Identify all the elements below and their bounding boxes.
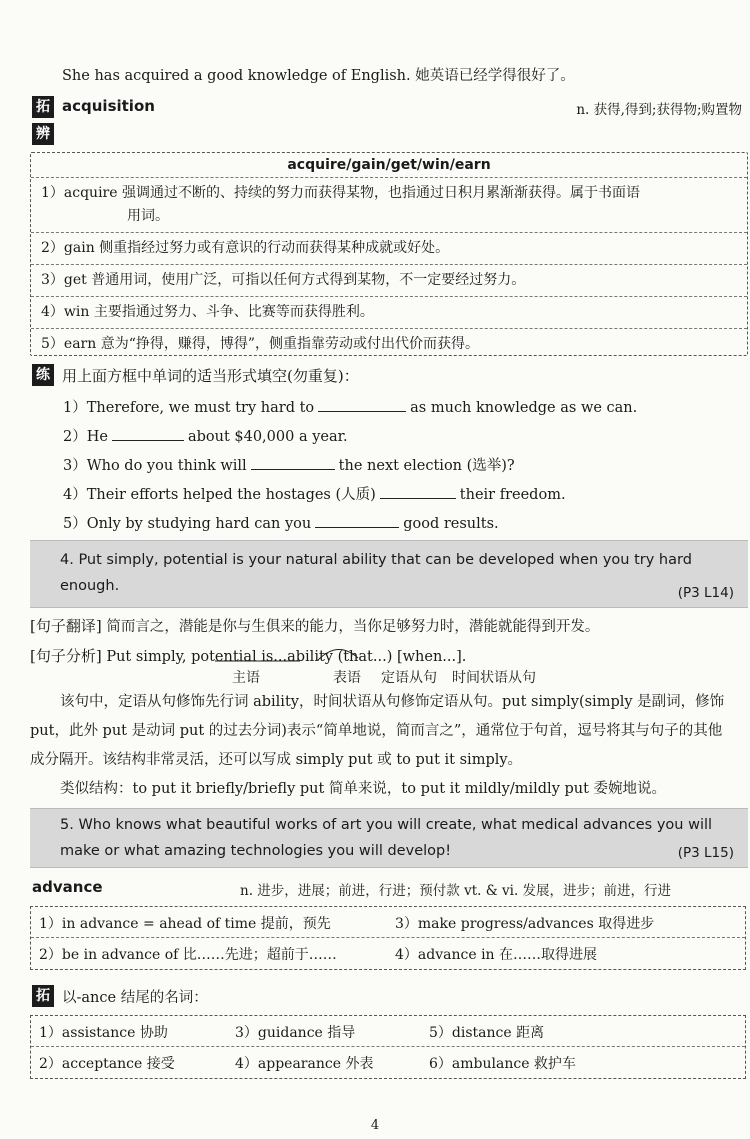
label-attributive-clause: 定语从句 (381, 670, 437, 686)
translation-text: 简而言之，潜能是你与生俱来的能力，当你足够努力时，潜能就能得到开发。 (106, 619, 600, 635)
advance-table (30, 906, 746, 970)
sentence-5-line1: 5. Who knows what beautiful works of art you will create, what medical advances you will (60, 817, 713, 833)
page-number: 4 (370, 1118, 380, 1133)
analysis-paragraph: 该句中，定语从句修饰先行词 ability，时间状语从句修饰定语从句。put simply(simply 是副词，修饰 put，此外 put 是动词 put 的过去分词)表示“简单地说，简而言之”，通常位于句首，逗号将其与句子的其他成分隔开。该结构非常灵活，还可以写成 simply put 或 to put it simply。 (30, 694, 725, 768)
practice-pre: 3）Who do you think will (63, 458, 247, 474)
advance-word: advance (32, 878, 103, 896)
compare-item: 5）earn 意为“挣得，赚得，博得”，侧重指靠劳动或付出代价而获得。 (41, 336, 480, 352)
practice-pre: 2）He (63, 429, 108, 445)
advance-phrase: 1）in advance = ahead of time 提前，预先 (39, 916, 331, 932)
practice-pre: 5）Only by studying hard can you (63, 516, 312, 532)
advance-phrase: 2）be in advance of 比……先进；超前于…… (39, 947, 337, 963)
analysis-paragraph-2: 类似结构：to put it briefly/briefly put 简单来说，to put it mildly/mildly put 委婉地说。 (60, 781, 667, 797)
extend-tag-2: 拓 (32, 985, 54, 1007)
sentence-5-ref: (P3 L15) (677, 845, 734, 861)
sentence-5-line2: make or what amazing technologies you will develop! (60, 843, 452, 859)
sentence-4-ref: (P3 L14) (677, 585, 734, 601)
practice-post: their freedom. (459, 487, 566, 503)
acquisition-definition: n. 获得,得到;获得物;购置物 (576, 102, 742, 118)
example-sentence: She has acquired a good knowledge of English. 她英语已经学得很好了。 (62, 68, 575, 84)
extend-tag: 拓 (32, 96, 54, 118)
advance-phrase: 4）advance in 在……取得进展 (395, 947, 598, 963)
sentence-5-box (30, 808, 748, 868)
advance-definition: n. 进步，进展；前进，行进；预付款 vt. & vi. 发展，进步；前进，行进 (240, 883, 672, 899)
translation-label: [句子翻译] (30, 617, 102, 635)
practice-post: the next election (选举)? (338, 458, 515, 474)
ance-noun: 5）distance 距离 (429, 1025, 545, 1041)
distinguish-tag: 辨 (32, 123, 54, 145)
ance-table (30, 1015, 746, 1079)
compare-item-cont: 用词。 (127, 208, 169, 224)
label-subject: 主语 (232, 670, 260, 686)
label-adverbial-clause: 时间状语从句 (452, 670, 536, 686)
label-predicative: 表语 (333, 670, 361, 686)
practice-post: about $40,000 a year. (187, 429, 348, 445)
ance-noun: 4）appearance 外表 (235, 1056, 374, 1072)
ance-heading: 以-ance 结尾的名词： (62, 990, 208, 1006)
advance-phrase: 3）make progress/advances 取得进步 (395, 916, 655, 932)
compare-box-title: acquire/gain/get/win/earn (287, 157, 491, 173)
sentence-4-text: 4. Put simply, potential is your natural ability that can be developed when you try hard enough. (60, 552, 692, 594)
compare-item: 3）get 普通用词，使用广泛，可指以任何方式得到某物，不一定要经过努力。 (41, 272, 526, 288)
compare-item: 2）gain 侧重指经过努力或有意识的行动而获得某种成就或好处。 (41, 240, 450, 256)
practice-post: as much knowledge as we can. (410, 400, 638, 416)
ance-noun: 1）assistance 协助 (39, 1025, 168, 1041)
compare-item: 4）win 主要指通过努力、斗争、比赛等而获得胜利。 (41, 304, 374, 320)
practice-pre: 1）Therefore, we must try hard to (63, 400, 315, 416)
ance-noun: 3）guidance 指导 (235, 1025, 356, 1041)
ance-noun: 6）ambulance 救护车 (429, 1056, 576, 1072)
ance-noun: 2）acceptance 接受 (39, 1056, 175, 1072)
practice-post: good results. (403, 516, 499, 532)
compare-item-text: 1）acquire 强调通过不断的、持续的努力而获得某物，也指通过日积月累渐渐获得。属于书面语 (41, 185, 640, 201)
practice-tag: 练 (32, 364, 54, 386)
analysis-label: [句子分析] (30, 647, 102, 665)
acquisition-word: acquisition (62, 97, 155, 115)
analysis-sentence: Put simply, potential is...ability (that...) [when...]. (106, 649, 467, 665)
practice-heading: 用上面方框中单词的适当形式填空(勿重复)： (62, 367, 359, 385)
practice-pre: 4）Their efforts helped the hostages (人质) (63, 487, 376, 503)
